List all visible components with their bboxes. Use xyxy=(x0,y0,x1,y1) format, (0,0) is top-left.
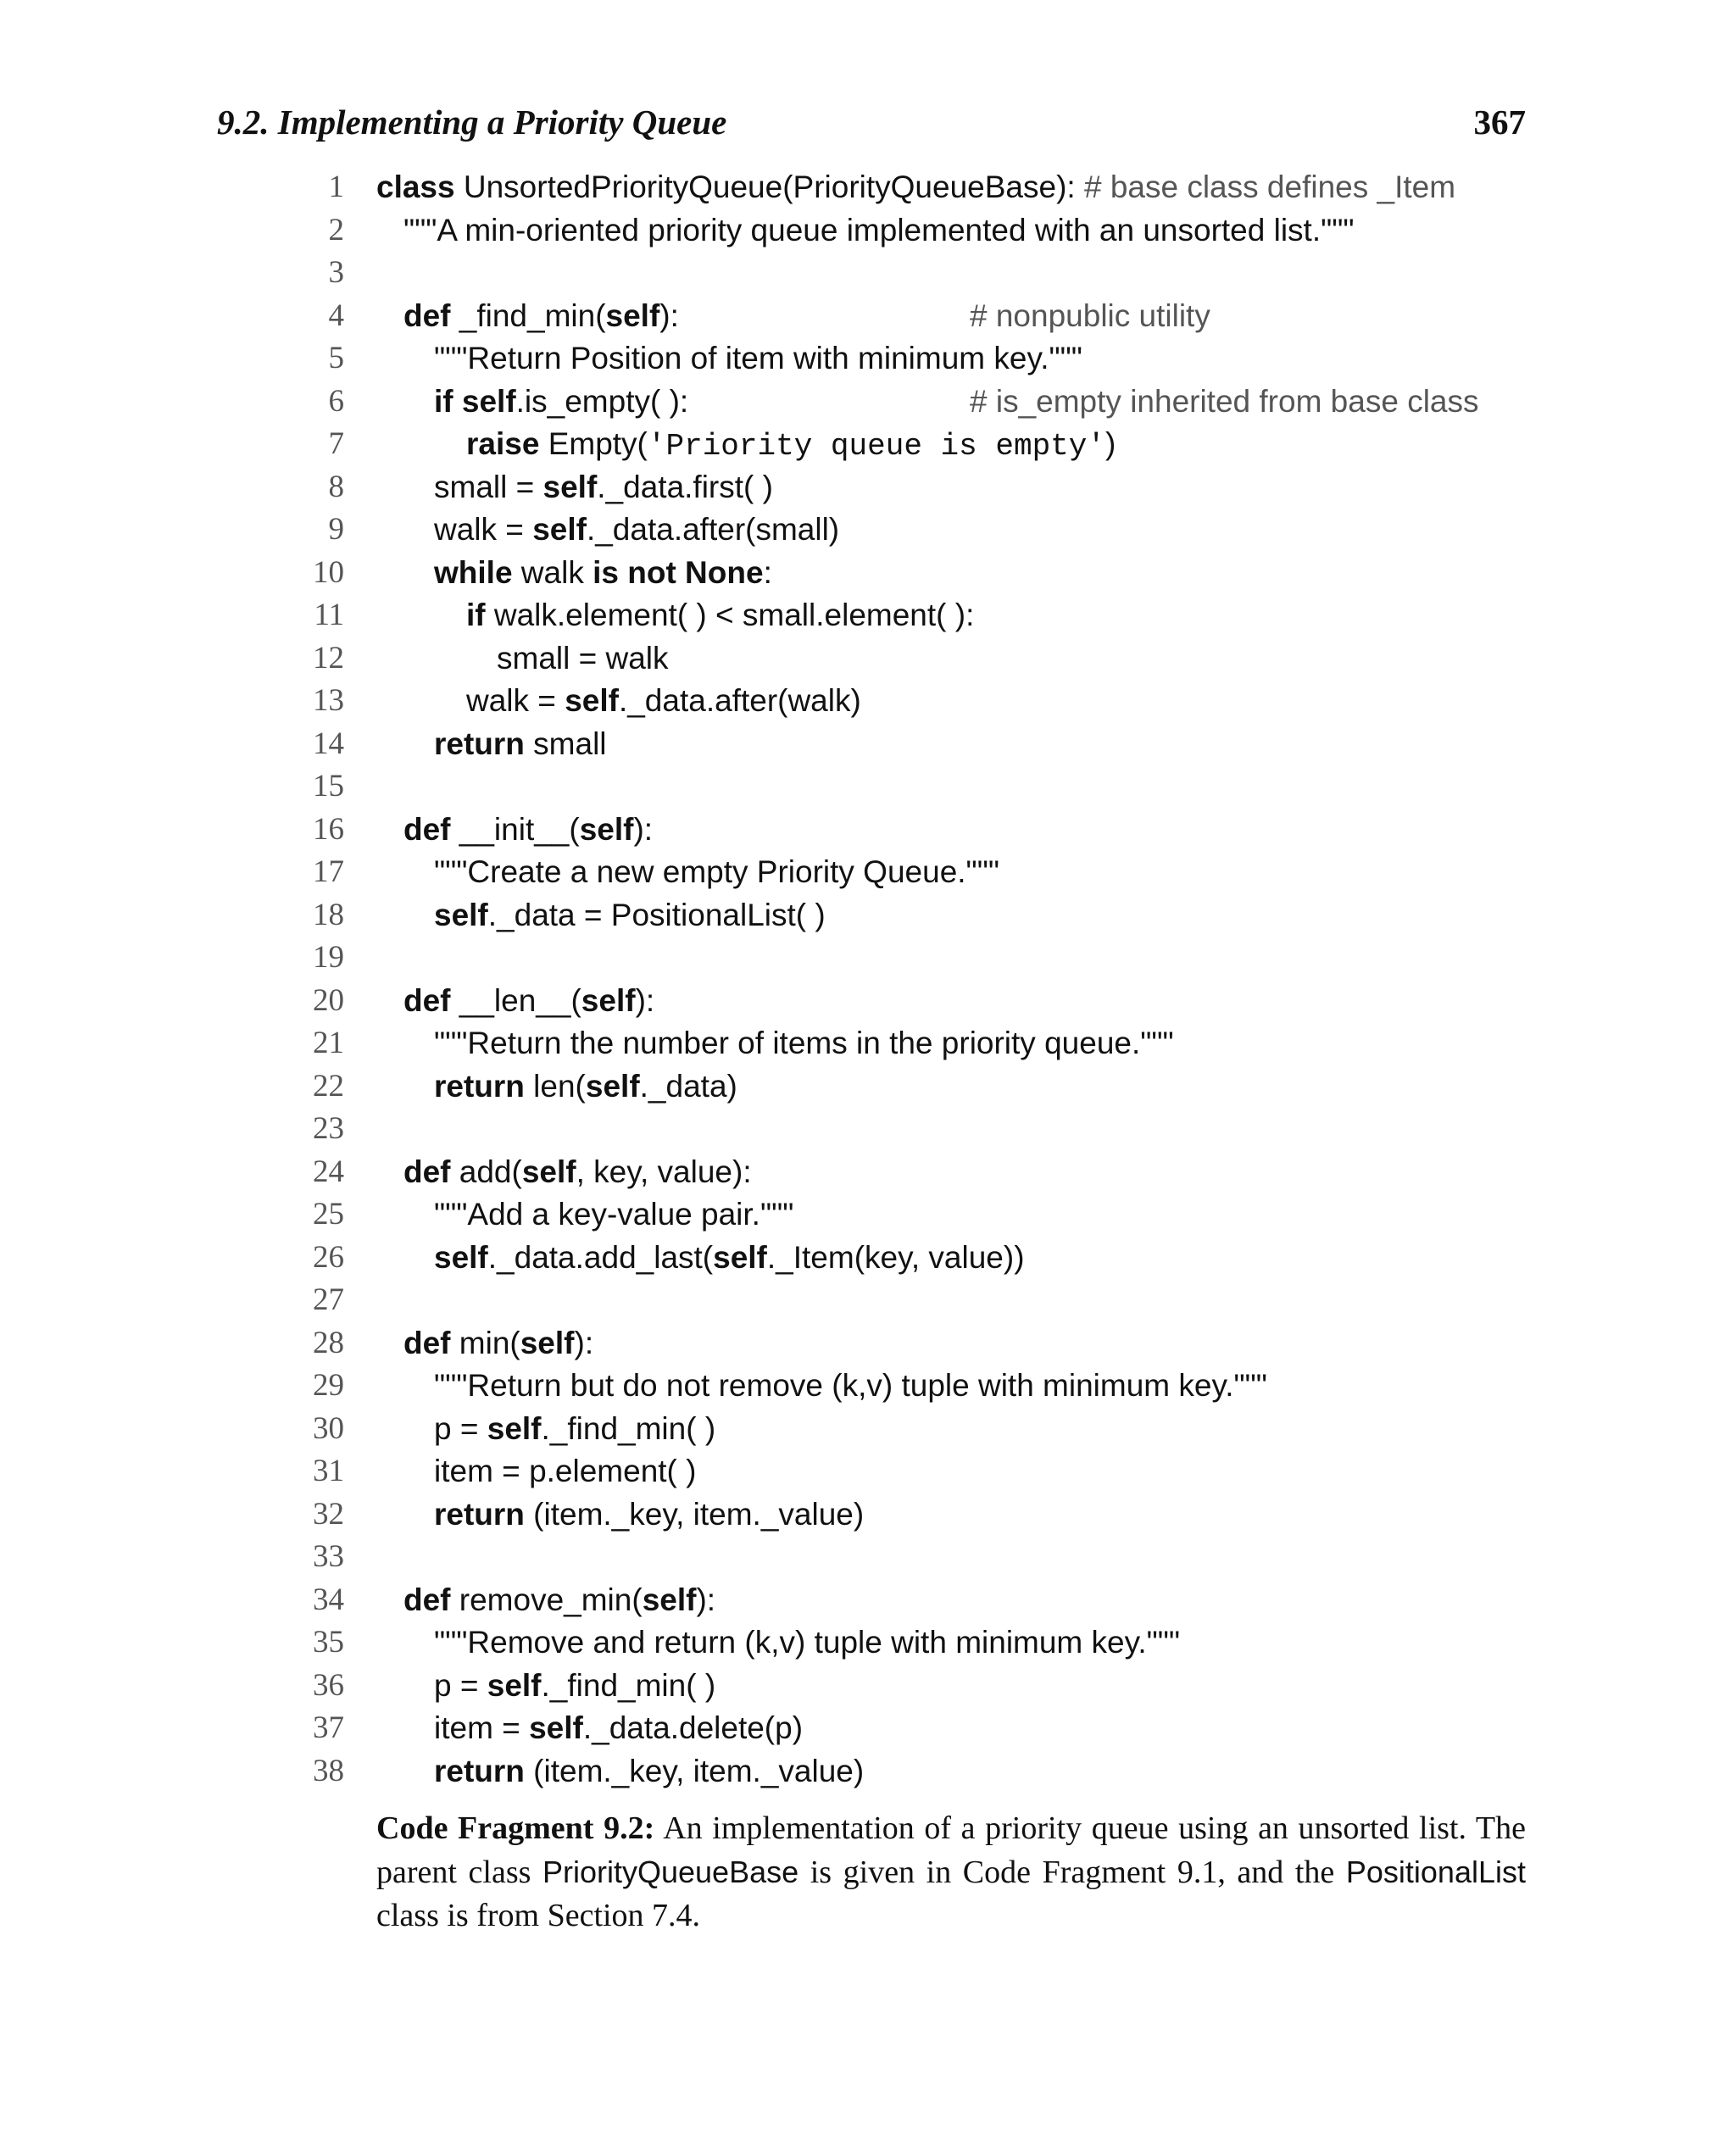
caption-text: An implementation of a priority queue using an unsorted list. The parent class xyxy=(376,1810,1526,1890)
code-token: len( xyxy=(524,1068,586,1104)
line-number: 19 xyxy=(313,940,344,975)
code-line xyxy=(271,809,1543,852)
keyword: def xyxy=(403,982,451,1018)
line-number: 37 xyxy=(313,1710,344,1745)
line-number: 20 xyxy=(313,982,344,1018)
code-text xyxy=(376,166,1455,209)
keyword: return xyxy=(434,726,525,761)
code-token: ._data.add_last( xyxy=(487,1239,714,1275)
line-number: 9 xyxy=(328,512,344,547)
code-line xyxy=(271,851,1543,894)
code-line xyxy=(271,552,1543,595)
code-line xyxy=(271,637,1543,681)
keyword: self xyxy=(585,1068,640,1104)
line-number: 4 xyxy=(328,298,344,333)
line-number: 2 xyxy=(328,212,344,247)
keyword: return xyxy=(434,1496,525,1532)
code-line xyxy=(271,1493,1543,1537)
string-literal: 'Priority queue is empty' xyxy=(647,429,1105,464)
code-token: walk = xyxy=(434,512,533,547)
code-text: small = walk xyxy=(497,640,669,676)
keyword: self xyxy=(434,897,488,932)
line-number: 13 xyxy=(313,683,344,718)
keyword: self xyxy=(521,1154,576,1189)
code-line xyxy=(271,1322,1543,1365)
caption-label: Code Fragment 9.2: xyxy=(376,1810,655,1846)
code-line xyxy=(271,894,1543,937)
line-number: 22 xyxy=(313,1068,344,1104)
code-text xyxy=(403,1151,752,1194)
keyword: raise xyxy=(466,426,540,461)
code-text xyxy=(434,1665,715,1708)
code-token: .is_empty( ): xyxy=(515,383,689,419)
code-line xyxy=(271,980,1543,1023)
caption-class-name: PriorityQueueBase xyxy=(542,1855,799,1889)
keyword: while xyxy=(434,554,513,590)
code-token: ._data.first( ) xyxy=(597,469,773,504)
code-token: small xyxy=(524,726,607,761)
code-token: ._data.delete(p) xyxy=(582,1710,804,1745)
code-line xyxy=(271,680,1543,723)
docstring: """Add a key-value pair.""" xyxy=(434,1197,794,1232)
code-token: ): xyxy=(635,982,655,1018)
caption-text: class is from Section 7.4. xyxy=(376,1898,701,1933)
keyword: self xyxy=(453,383,516,419)
keyword: def xyxy=(403,1154,451,1189)
code-line xyxy=(271,509,1543,552)
keyword: self xyxy=(532,512,587,547)
line-number: 15 xyxy=(313,769,344,804)
keyword: self xyxy=(605,298,660,333)
code-text: item = p.element( ) xyxy=(434,1454,697,1488)
line-number: 17 xyxy=(313,854,344,889)
code-text xyxy=(403,295,679,338)
keyword: self xyxy=(565,683,619,718)
caption-class-name: PositionalList xyxy=(1345,1855,1526,1889)
code-line xyxy=(271,466,1543,509)
line-number: 25 xyxy=(313,1197,344,1232)
code-line xyxy=(271,423,1543,466)
code-text xyxy=(434,466,773,509)
keyword: return xyxy=(434,1753,525,1788)
keyword: is not None xyxy=(593,554,764,590)
code-text xyxy=(434,1707,803,1750)
keyword: class xyxy=(376,170,455,204)
caption-text: is given in Code Fragment 9.1, and the xyxy=(798,1855,1346,1890)
code-line xyxy=(271,1750,1543,1793)
code-token: ._data.after(small) xyxy=(586,512,840,547)
code-line xyxy=(271,1022,1543,1065)
code-token: __len__( xyxy=(450,982,581,1018)
code-token: (item._key, item._value) xyxy=(524,1753,865,1788)
line-number: 3 xyxy=(328,255,344,290)
running-head xyxy=(217,95,1526,149)
line-number: 24 xyxy=(313,1154,344,1189)
code-text xyxy=(466,594,974,637)
code-comment: # is_empty inherited from base class xyxy=(970,383,1479,419)
code-line xyxy=(271,209,1543,253)
code-text xyxy=(434,1065,737,1109)
code-text xyxy=(403,980,654,1023)
keyword: def xyxy=(403,811,451,847)
code-line xyxy=(271,723,1543,766)
code-token: , key, value): xyxy=(576,1154,752,1189)
code-text xyxy=(403,809,653,852)
code-token: ): xyxy=(696,1582,716,1617)
docstring: """Return the number of items in the priority queue.""" xyxy=(434,1026,1174,1060)
code-text xyxy=(434,1750,864,1793)
code-token: small = xyxy=(434,469,543,504)
code-text xyxy=(403,1579,715,1622)
code-text xyxy=(466,423,1116,469)
line-number: 8 xyxy=(328,469,344,504)
keyword: return xyxy=(434,1068,525,1104)
line-number: 35 xyxy=(313,1625,344,1660)
code-line xyxy=(271,337,1543,381)
docstring: """Return Position of item with minimum key.""" xyxy=(434,341,1082,375)
keyword: self xyxy=(434,1239,488,1275)
code-text xyxy=(434,552,772,595)
code-text xyxy=(434,1493,864,1537)
code-text xyxy=(466,680,861,723)
code-token: ._find_min( ) xyxy=(541,1667,716,1703)
keyword: self xyxy=(487,1410,542,1446)
line-number: 14 xyxy=(313,726,344,761)
line-number: 33 xyxy=(313,1539,344,1574)
code-token: Empty( xyxy=(539,426,648,461)
keyword: self xyxy=(529,1710,583,1745)
page-number: 367 xyxy=(1473,103,1526,142)
line-number: 32 xyxy=(313,1496,344,1532)
code-token: UnsortedPriorityQueue(PriorityQueueBase): xyxy=(454,170,1084,204)
code-token: walk.element( ) < small.element( ): xyxy=(485,598,975,632)
keyword: if xyxy=(434,383,453,419)
code-token: p = xyxy=(434,1667,487,1703)
code-line xyxy=(271,381,1543,424)
line-number: 36 xyxy=(313,1667,344,1703)
code-token: : xyxy=(763,554,772,590)
code-token: min( xyxy=(450,1325,520,1360)
line-number: 31 xyxy=(313,1454,344,1488)
line-number: 29 xyxy=(313,1368,344,1403)
code-token: ): xyxy=(659,298,679,333)
code-line xyxy=(271,1065,1543,1109)
code-line xyxy=(271,1365,1543,1408)
keyword: def xyxy=(403,298,451,333)
code-text xyxy=(434,894,826,937)
code-comment: # base class defines _Item xyxy=(1083,170,1456,204)
line-number: 23 xyxy=(313,1111,344,1146)
code-token: remove_min( xyxy=(450,1582,643,1617)
keyword: self xyxy=(542,469,598,504)
code-line xyxy=(271,295,1543,338)
section-title: 9.2. Implementing a Priority Queue xyxy=(217,103,727,142)
code-token: walk = xyxy=(466,683,565,718)
code-line xyxy=(271,1450,1543,1493)
docstring: """A min-oriented priority queue implemented with an unsorted list.""" xyxy=(403,212,1355,247)
code-fragment xyxy=(271,166,1543,1793)
keyword: self xyxy=(642,1582,697,1617)
code-line xyxy=(271,1665,1543,1708)
line-number: 34 xyxy=(313,1582,344,1617)
code-token: (item._key, item._value) xyxy=(524,1496,865,1532)
code-token: walk xyxy=(512,554,593,590)
code-line xyxy=(271,765,1543,809)
line-number: 38 xyxy=(313,1753,344,1788)
code-line xyxy=(271,1579,1543,1622)
code-token: ): xyxy=(633,811,654,847)
code-fragment-caption xyxy=(376,1807,1526,1938)
keyword: self xyxy=(581,982,636,1018)
line-number: 28 xyxy=(313,1325,344,1360)
code-token: __init__( xyxy=(450,811,580,847)
keyword: self xyxy=(487,1667,542,1703)
code-token: ._Item(key, value)) xyxy=(766,1239,1025,1275)
code-token: add( xyxy=(450,1154,522,1189)
code-line xyxy=(271,1193,1543,1237)
code-text xyxy=(434,509,839,552)
keyword: if xyxy=(466,598,486,632)
docstring: """Return but do not remove (k,v) tuple with minimum key.""" xyxy=(434,1368,1267,1403)
code-text xyxy=(434,1237,1025,1280)
code-token: ): xyxy=(574,1325,594,1360)
keyword: def xyxy=(403,1325,451,1360)
code-text xyxy=(434,1408,715,1451)
line-number: 21 xyxy=(313,1026,344,1060)
code-token: ._find_min( ) xyxy=(541,1410,716,1446)
keyword: self xyxy=(713,1239,767,1275)
code-line xyxy=(271,1536,1543,1579)
code-token: _find_min( xyxy=(450,298,606,333)
code-token: p = xyxy=(434,1410,487,1446)
code-line xyxy=(271,252,1543,295)
code-line xyxy=(271,1279,1543,1322)
code-token: ._data = PositionalList( ) xyxy=(487,897,826,932)
code-token: ) xyxy=(1104,426,1116,461)
line-number: 18 xyxy=(313,897,344,932)
code-line xyxy=(271,166,1543,209)
docstring: """Remove and return (k,v) tuple with minimum key.""" xyxy=(434,1625,1181,1660)
code-line xyxy=(271,937,1543,980)
line-number: 30 xyxy=(313,1410,344,1446)
docstring: """Create a new empty Priority Queue.""" xyxy=(434,854,999,889)
code-text xyxy=(403,1322,593,1365)
keyword: self xyxy=(579,811,634,847)
keyword: def xyxy=(403,1582,451,1617)
code-line xyxy=(271,1707,1543,1750)
code-line xyxy=(271,594,1543,637)
line-number: 27 xyxy=(313,1282,344,1317)
code-token: item = xyxy=(434,1710,530,1745)
code-text xyxy=(434,723,607,766)
line-number: 6 xyxy=(328,383,344,419)
code-line xyxy=(271,1621,1543,1665)
line-number: 10 xyxy=(313,554,344,590)
code-text xyxy=(434,381,688,424)
line-number: 7 xyxy=(328,426,344,461)
line-number: 12 xyxy=(313,640,344,676)
code-token: ._data.after(walk) xyxy=(618,683,861,718)
code-token: ._data) xyxy=(639,1068,737,1104)
code-comment: # nonpublic utility xyxy=(970,298,1210,333)
code-line xyxy=(271,1108,1543,1151)
line-number: 1 xyxy=(328,170,344,204)
line-number: 26 xyxy=(313,1239,344,1275)
line-number: 16 xyxy=(313,811,344,847)
line-number: 5 xyxy=(328,341,344,375)
keyword: self xyxy=(520,1325,575,1360)
code-line xyxy=(271,1408,1543,1451)
code-line xyxy=(271,1237,1543,1280)
code-line xyxy=(271,1151,1543,1194)
line-number: 11 xyxy=(314,598,344,632)
